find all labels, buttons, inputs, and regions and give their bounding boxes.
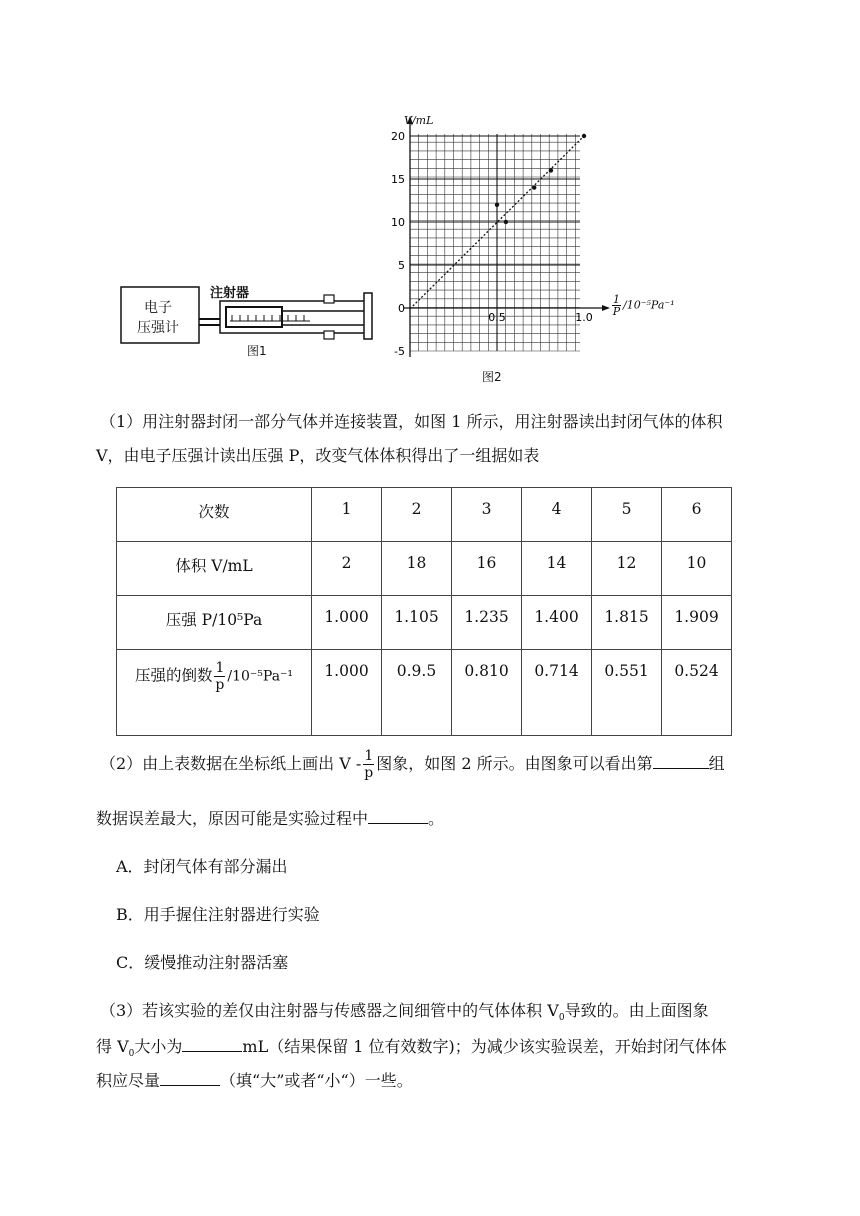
x-axis-unit: /10⁻⁵Pa⁻¹ bbox=[623, 298, 675, 312]
question-3-line3 bbox=[96, 1065, 776, 1097]
table-cell: 0.810 bbox=[452, 650, 522, 736]
data-point bbox=[504, 220, 508, 224]
y-tick-label: 5 bbox=[398, 259, 405, 272]
table-row bbox=[117, 488, 732, 542]
table-cell: 5 bbox=[592, 488, 662, 542]
x-tick-label: 1.0 bbox=[575, 311, 593, 324]
row-header-volume: 体积 V/mL bbox=[117, 542, 312, 596]
table-cell: 14 bbox=[522, 542, 592, 596]
table-cell: 4 bbox=[522, 488, 592, 542]
table-cell: 3 bbox=[452, 488, 522, 542]
answer-blank-v0[interactable] bbox=[182, 1035, 242, 1052]
table-cell: 1.909 bbox=[662, 596, 732, 650]
row4-unit: /10⁻⁵Pa⁻¹ bbox=[227, 668, 294, 685]
table-cell: 1.400 bbox=[522, 596, 592, 650]
table-cell: 10 bbox=[662, 542, 732, 596]
x-axis-label bbox=[610, 294, 675, 317]
option-b: B．用手握住注射器进行实验 bbox=[116, 905, 320, 924]
y-tick-label: 20 bbox=[391, 130, 405, 143]
answer-blank-volume-size[interactable] bbox=[160, 1069, 220, 1086]
q2-text-b: 图象，如图 2 所示。由图象可以看出第 bbox=[376, 754, 653, 773]
question-2-line2 bbox=[96, 803, 776, 835]
data-table bbox=[116, 487, 732, 736]
data-point bbox=[495, 203, 499, 207]
q3-text-a: （3）若该实验的差仅由注射器与传感器之间细管中的气体体积 V bbox=[100, 1001, 559, 1020]
question-2-line1 bbox=[100, 748, 800, 781]
syringe-label: 注射器 bbox=[210, 286, 250, 301]
data-point bbox=[532, 185, 536, 189]
y-tick-label: -5 bbox=[394, 345, 405, 358]
row-header-pressure: 压强 P/10⁵Pa bbox=[117, 596, 312, 650]
table-row bbox=[117, 650, 732, 736]
data-point bbox=[582, 134, 586, 138]
question-3-line1 bbox=[100, 995, 800, 1034]
option-a: A．封闭气体有部分漏出 bbox=[116, 857, 288, 876]
table-cell: 12 bbox=[592, 542, 662, 596]
table-cell: 1.815 bbox=[592, 596, 662, 650]
answer-blank-reason[interactable] bbox=[368, 807, 428, 824]
y-axis-label: V/mL bbox=[404, 114, 434, 127]
table-cell: 1.235 bbox=[452, 596, 522, 650]
row-header-count: 次数 bbox=[117, 488, 312, 542]
table-cell: 16 bbox=[452, 542, 522, 596]
row4-frac-den: p bbox=[215, 677, 225, 693]
q3-line2-b: 大小为 bbox=[134, 1037, 183, 1056]
x-axis-arrow bbox=[602, 305, 610, 311]
q3-line3-b: （填“大”或者“小“）一些。 bbox=[220, 1071, 413, 1090]
q3-line2-c: mL（结果保留 1 位有效数字)；为减少该实验误差，开始封闭气体体 bbox=[242, 1037, 727, 1056]
q3-line3-a: 积应尽量 bbox=[96, 1071, 161, 1090]
table-cell: 0.714 bbox=[522, 650, 592, 736]
table-cell: 6 bbox=[662, 488, 732, 542]
q2-line2-text: 数据误差最大，原因可能是实验过程中 bbox=[96, 809, 369, 828]
q2-frac-num: 1 bbox=[364, 748, 374, 764]
data-point bbox=[549, 168, 553, 172]
question-1-line2: V，由电子压强计读出压强 P，改变气体体积得出了一组据如表 bbox=[96, 446, 540, 465]
x-axis-frac-den: P bbox=[612, 305, 621, 318]
x-tick-label: 0.5 bbox=[488, 311, 506, 324]
q2-frac-den: p bbox=[364, 765, 374, 781]
table-cell: 1.000 bbox=[312, 650, 382, 736]
table-row bbox=[117, 542, 732, 596]
row4-frac-num: 1 bbox=[215, 660, 225, 676]
figure-2 bbox=[380, 110, 680, 370]
table-cell: 18 bbox=[382, 542, 452, 596]
table-cell: 0.9.5 bbox=[382, 650, 452, 736]
question-1-line1: （1）用注射器封闭一部分气体并连接装置，如图 1 所示，用注射器读出封闭气体的体积 bbox=[100, 412, 723, 431]
q2-line2-end: 。 bbox=[428, 809, 445, 828]
q2-text-c: 组 bbox=[708, 754, 725, 773]
q2-text-a: （2）由上表数据在坐标纸上画出 V - bbox=[100, 754, 362, 773]
answer-blank-group[interactable] bbox=[653, 752, 709, 769]
pressure-gauge-label-line1: 电子 bbox=[144, 300, 172, 316]
y-tick-label: 15 bbox=[391, 173, 405, 186]
figure-2-caption: 图2 bbox=[482, 370, 502, 384]
row-header-inverse-pressure-text: 压强的倒数 bbox=[134, 666, 213, 685]
table-cell: 1.105 bbox=[382, 596, 452, 650]
figure-1-caption: 图1 bbox=[247, 344, 267, 358]
table-cell: 0.524 bbox=[662, 650, 732, 736]
q3-text-b: 导致的。由上面图象 bbox=[564, 1001, 709, 1020]
table-cell: 0.551 bbox=[592, 650, 662, 736]
pressure-gauge-label-line2: 压强计 bbox=[137, 320, 179, 336]
y-tick-label: 10 bbox=[391, 216, 405, 229]
option-c: C．缓慢推动注射器活塞 bbox=[116, 953, 289, 972]
table-cell: 2 bbox=[312, 542, 382, 596]
y-tick-label: 0 bbox=[398, 302, 405, 315]
q3-line2-sub: 0 bbox=[128, 1049, 135, 1060]
v-vs-inverse-p-chart bbox=[380, 110, 680, 370]
table-cell: 2 bbox=[382, 488, 452, 542]
table-row bbox=[117, 596, 732, 650]
table-cell: 1.000 bbox=[312, 596, 382, 650]
table-cell: 1 bbox=[312, 488, 382, 542]
row-header-inverse-pressure bbox=[117, 650, 312, 736]
x-axis-frac-num: 1 bbox=[613, 293, 620, 306]
q3-v0-sub: 0 bbox=[558, 1013, 565, 1024]
q3-line2-a: 得 V bbox=[96, 1037, 129, 1056]
